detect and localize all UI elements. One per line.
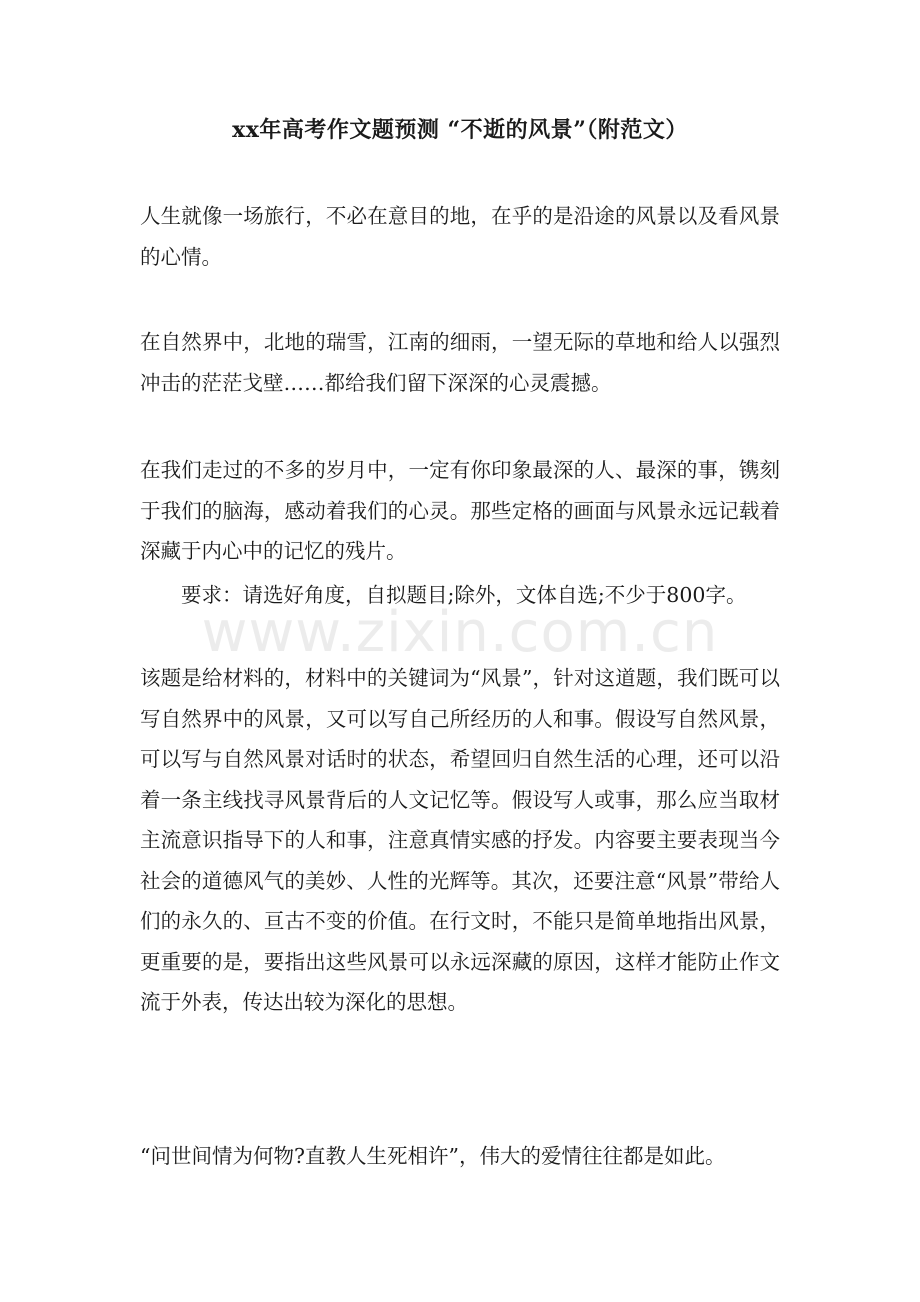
paragraph-1: 人生就像一场旅行，不必在意目的地，在乎的是沿途的风景以及看风景的心情。 xyxy=(140,204,780,269)
paragraph-3: 在我们走过的不多的岁月中，一定有你印象最深的人、最深的事，镌刻于我们的脑海，感动着我们的心灵。那些定格的画面与风景永远记载着深藏于内心中的记忆的残片。 xyxy=(140,458,780,563)
watermark: www.zixin.com.cn xyxy=(201,600,719,665)
document-title: xx年高考作文题预测 “不逝的风景”（附范文） xyxy=(232,117,688,143)
requirements-paragraph: 要求：请选好角度，自拟题目;除外，文体自选;不少于800字。 xyxy=(181,583,747,607)
analysis-paragraph: 该题是给材料的，材料中的关键词为“风景”，针对这道题，我们既可以写自然界中的风景，又可以写自己所经历的人和事。假设写自然风景，可以写与自然风景对话时的状态，希望回归自然生活的心理，还可以沿着一条主线找寻风景背后的人文记忆等。假设写人或事，那么应当取材主流意识指导下的人和事，注意真情实感的抒发。内容要主要表现当今社会的道德风气的美妙、人性的光辉等。其次，还要注意“风景”带给人们的永久的、亘古不变的价值。在行文时，不能只是简单地指出风景，更重要的是，要指出这些风景可以永远深藏的原因，这样才能防止作文流于外表，传达出较为深化的思想。 xyxy=(140,666,780,1014)
closing-paragraph: “问世间情为何物?直教人生死相许”，伟大的爱情往往都是如此。 xyxy=(140,1144,726,1168)
paragraph-2: 在自然界中，北地的瑞雪，江南的细雨，一望无际的草地和给人以强烈冲击的茫茫戈壁……都给我们留下深深的心灵震撼。 xyxy=(140,330,780,395)
